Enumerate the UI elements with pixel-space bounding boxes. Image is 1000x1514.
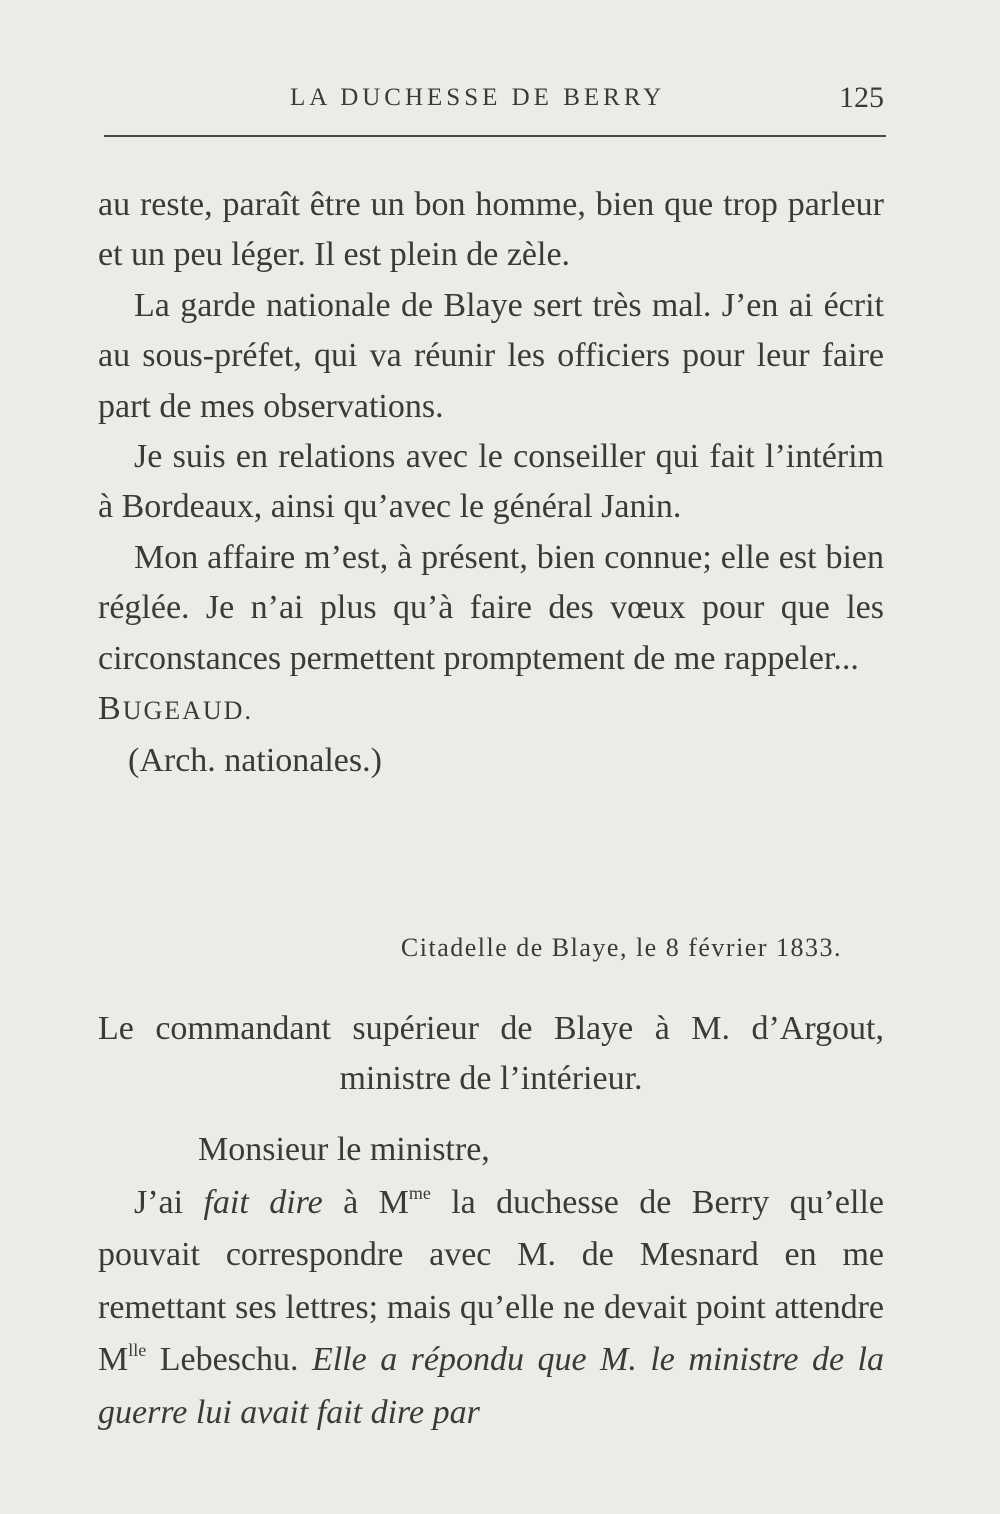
heading-line-1: Le commandant supérieur de Blaye à M. d’Argout, [98,1010,884,1047]
heading-line-2: ministre de l’intérieur. [339,1060,643,1097]
paragraph: Je suis en relations avec le conseiller qui fait l’intérim à Bordeaux, ainsi qu’avec le général Janin. [98,438,884,526]
italic-text: fait dire [203,1183,323,1221]
signature-rest: UGEAUD. [122,696,253,726]
text-run: J’ai [134,1183,204,1221]
running-head [98,78,884,118]
letter-bugeaud [98,180,884,786]
superscript: lle [128,1340,147,1361]
superscript: me [408,1182,431,1203]
paragraph: La garde nationale de Blaye sert très mal. J’en ai écrit au sous-préfet, qui va réunir les officiers pour leur faire part de mes observations. [98,286,884,425]
signature [98,684,884,736]
paragraph: Mon affaire m’est, à présent, bien connue; elle est bien réglée. Je n’ai plus qu’à faire des vœux pour que les circonstances permettent promptement de me rappeler... [98,538,884,677]
text-run: la duchesse de Berry qu’elle pouvait correspondre avec M. de Mesnard en me remettant ses lettres; mais qu’elle ne devait point attendre M [98,1183,884,1379]
page-number: 125 [839,81,884,114]
italic-text: Elle a répondu que M. le ministre de la guerre lui avait fait dire par [98,1341,885,1431]
letter-heading [98,1004,884,1104]
signature-initial: B [98,690,123,728]
salutation: Monsieur le ministre, [198,1131,490,1168]
paragraph [98,1177,884,1440]
header-rule [104,135,886,137]
text-run: Lebeschu. [146,1341,312,1379]
source-citation: (Arch. nationales.) [128,742,382,780]
letter-body [98,1124,884,1440]
paragraph: au reste, paraît être un bon homme, bien que trop parleur et un peu léger. Il est plein de zèle. [98,186,884,274]
dateline: Citadelle de Blaye, le 8 février 1833. [400,933,842,962]
text-run: à M [322,1183,409,1221]
running-title: LA DUCHESSE DE BERRY [290,84,666,111]
